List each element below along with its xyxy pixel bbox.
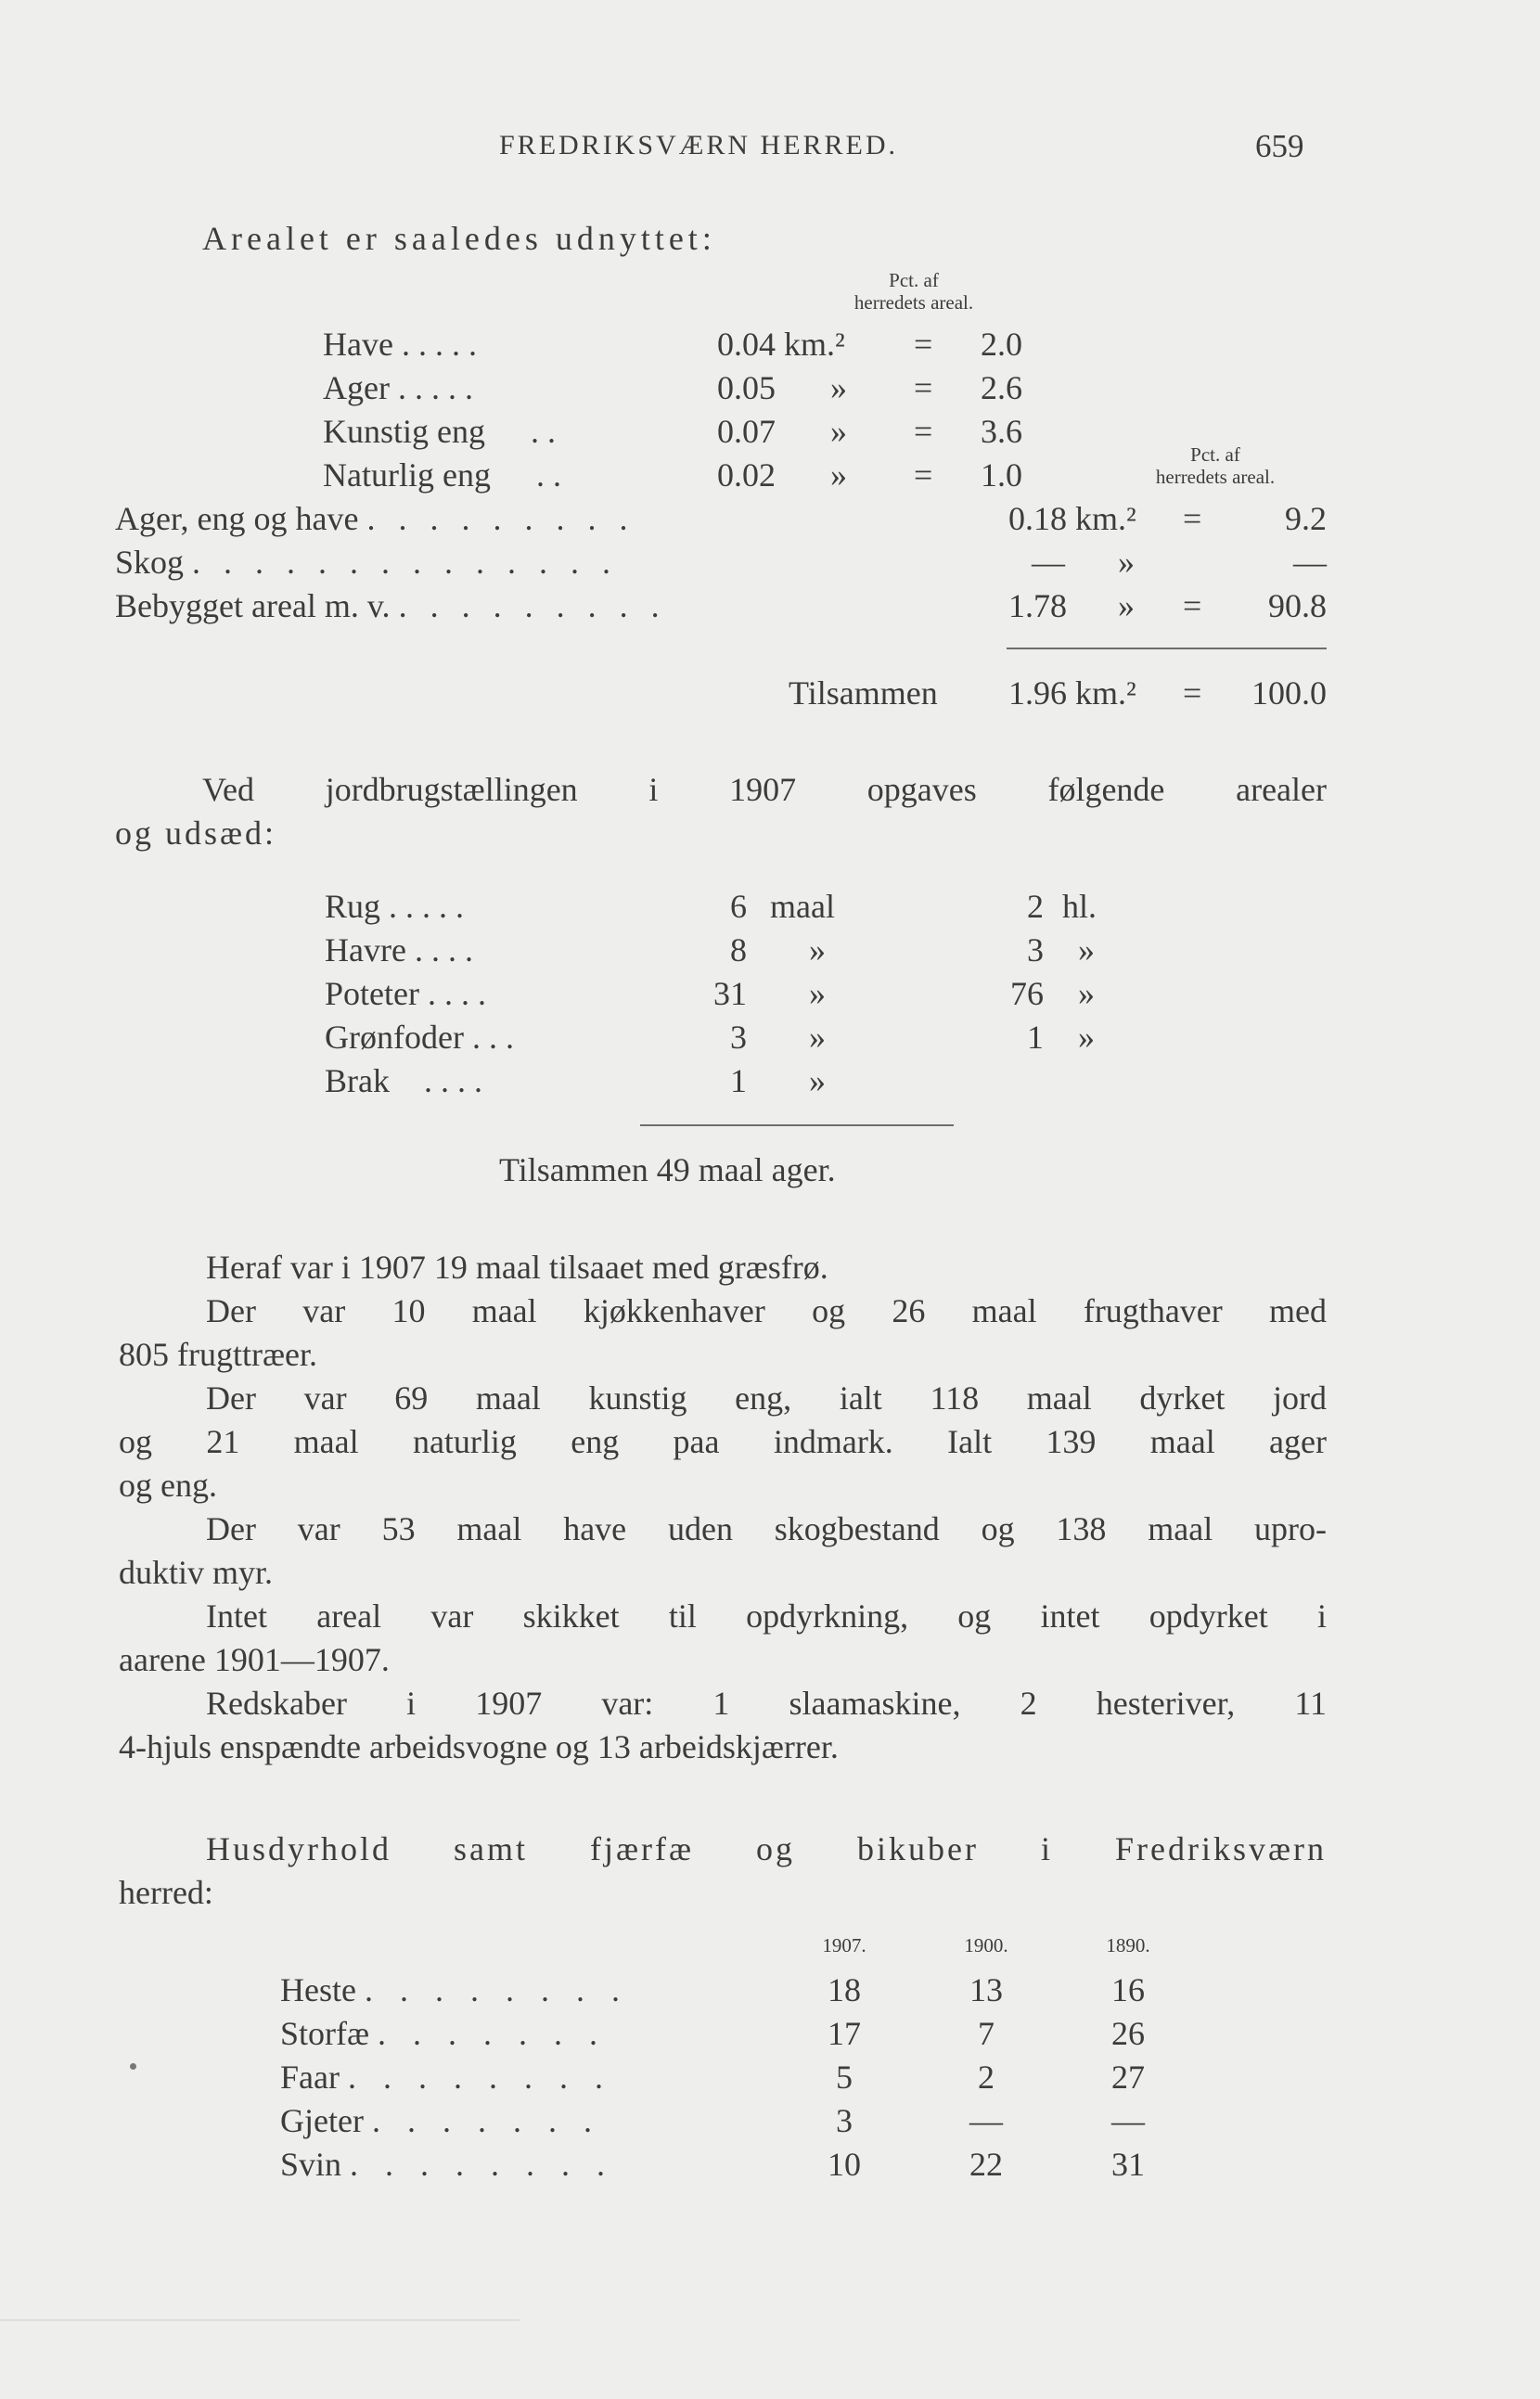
row-pct: — [1293,544,1327,581]
row-label: Rug [325,888,381,925]
row-pct: 90.8 [1268,587,1327,624]
paragraph: Der var 53 maal have uden skogbestand og 138 maal upro- duktiv myr. [119,1510,1327,1591]
row-value: 0.05 [717,369,776,406]
hl-value: 76 [1010,975,1044,1012]
paragraph: Heraf var i 1907 19 maal tilsaaet med græsfrø. [206,1249,828,1286]
jordbrug-intro-line2: og udsæd: [115,815,277,852]
maal-unit: » [809,1062,826,1099]
value-1907: 5 [836,2059,853,2096]
hl-unit: » [1078,1019,1095,1056]
ink-speck [130,2063,136,2070]
row-label: Svin [280,2146,342,2183]
value-1900: 13 [969,1971,1003,2008]
table-row [323,412,556,451]
value-1907: 10 [828,2146,861,2183]
leader-dots: . . [535,456,561,494]
row-pct: 9.2 [1285,500,1327,537]
row-label: Faar [280,2059,340,2096]
leader-dots: . . . . . . . . [350,2146,615,2183]
value-1890: 16 [1111,1971,1145,2008]
ditto-mark: » [1118,587,1135,624]
maal-value: 31 [713,975,747,1012]
hl-unit: » [1078,931,1095,969]
table-row [280,2145,614,2184]
value-1890: 26 [1111,2015,1145,2052]
ditto-mark: » [830,413,847,450]
leader-dots: . . . . . . . . [364,1971,629,2008]
row-pct: 3.6 [981,413,1022,450]
hl-value: 1 [1027,1019,1044,1056]
table-row [325,1018,514,1057]
running-header: FREDRIKSVÆRN HERRED. [499,130,899,160]
table-row [280,2014,607,2053]
table-row [115,586,667,625]
leader-dots: . . . . . . . . . [366,500,635,537]
row-eq: = [914,456,933,494]
table-row [115,543,618,582]
jordbrug-sum-rule [640,1124,954,1126]
row-eq: = [1183,500,1202,537]
row-label: Kunstig eng [323,413,485,450]
maal-unit: » [809,1019,826,1056]
jordbrug-total: Tilsammen 49 maal ager. [499,1151,836,1188]
leader-dots: . . . . . . . . . . . . . . [192,544,619,581]
value-1890: 27 [1111,2059,1145,2096]
maal-value: 8 [730,931,747,969]
table-row [280,2101,601,2140]
row-eq: = [914,326,933,363]
row-label: Bebygget areal m. v. [115,587,391,624]
row-value: 0.18 km.² [1008,500,1136,537]
areal-sum-rule [1007,648,1327,649]
table-row [325,1061,482,1100]
leader-dots: . . . . . . . [371,2102,601,2139]
row-eq: = [914,369,933,406]
row-value: 0.07 [717,413,776,450]
page-edge-shadow [0,2319,520,2399]
row-pct: 2.6 [981,369,1022,406]
table-row [325,887,464,926]
paragraph: Redskaber i 1907 var: 1 slaamaskine, 2 hesteriver, 11 4-hjuls enspændte arbeidsvogne og 13 arbeidskjærrer. [119,1685,1327,1765]
value-1900: 2 [978,2059,995,2096]
areal-total-eq: = [1183,674,1202,712]
table-row [115,499,635,538]
year-header: 1900. [964,1934,1008,1956]
jordbrug-intro-line1: Ved jordbrugstællingen i 1907 opgaves følgende arealer [202,771,1327,808]
ditto-mark: » [830,369,847,406]
leader-dots: . . . . . . . . [347,2059,612,2096]
value-1907: 3 [836,2102,853,2139]
year-header: 1907. [822,1934,866,1956]
areal-total-value: 1.96 km.² [1008,674,1136,712]
row-label: Brak [325,1062,390,1099]
leader-dots: . . . . [414,931,473,969]
row-label: Have [323,326,393,363]
page-number: 659 [1255,128,1304,164]
row-value: — [1032,544,1065,581]
row-label: Poteter [325,975,419,1012]
table-row [325,974,486,1013]
maal-unit: » [809,931,826,969]
hl-unit: » [1078,975,1095,1012]
row-eq: = [1183,587,1202,624]
value-1890: — [1111,2102,1145,2139]
row-pct: 2.0 [981,326,1022,363]
leader-dots: . . . . [427,975,486,1012]
pct-header-main: Pct. af herredets areal. [1155,443,1276,488]
value-1907: 17 [828,2015,861,2052]
maal-value: 1 [730,1062,747,1099]
table-row [280,2058,612,2097]
leader-dots: . . . . [423,1062,482,1099]
ditto-mark: » [830,456,847,494]
ditto-mark: » [1118,544,1135,581]
maal-value: 3 [730,1019,747,1056]
row-value: 1.78 [1008,587,1067,624]
leader-dots: . . . . . . . [378,2015,608,2052]
row-label: Ager, eng og have [115,500,359,537]
maal-unit: » [809,975,826,1012]
areal-total-label: Tilsammen [789,674,938,712]
leader-dots: . . [531,413,556,450]
table-row [280,1970,629,2009]
leader-dots: . . . [471,1019,514,1056]
value-1900: 7 [978,2015,995,2052]
row-label: Skog [115,544,185,581]
paragraph: Der var 10 maal kjøkkenhaver og 26 maal frugthaver med 805 frugttræer. [119,1292,1327,1373]
leader-dots: . . . . . [397,369,473,406]
row-value: 0.04 km.² [717,326,845,363]
table-row [325,930,473,969]
row-label: Storfæ [280,2015,370,2052]
row-value: 0.02 [717,456,776,494]
value-1907: 18 [828,1971,861,2008]
areal-intro: Arealet er saaledes udnyttet: [202,220,716,257]
value-1890: 31 [1111,2146,1145,2183]
table-row [323,368,473,407]
row-label: Grønfoder [325,1019,464,1056]
row-eq: = [914,413,933,450]
row-label: Ager [323,369,390,406]
paragraph: Der var 69 maal kunstig eng, ialt 118 maal dyrket jord og 21 maal naturlig eng paa indmark. Ialt 139 maal ager og eng. [119,1379,1327,1504]
row-label: Havre [325,931,406,969]
husdyr-intro-line2: herred: [119,1874,213,1911]
row-label: Heste [280,1971,356,2008]
hl-value: 2 [1027,888,1044,925]
leader-dots: . . . . . [389,888,465,925]
areal-total-pct: 100.0 [1251,674,1327,712]
hl-value: 3 [1027,931,1044,969]
value-1900: 22 [969,2146,1003,2183]
table-row [323,325,477,364]
value-1900: — [969,2102,1003,2139]
pct-header-sub: Pct. af herredets areal. [853,269,974,314]
row-label: Gjeter [280,2102,364,2139]
paragraph: Intet areal var skikket til opdyrkning, og intet opdyrket i aarene 1901—1907. [119,1597,1327,1678]
year-header: 1890. [1106,1934,1150,1956]
maal-unit: maal [770,888,835,925]
row-label: Naturlig eng [323,456,491,494]
hl-unit: hl. [1062,888,1097,925]
leader-dots: . . . . . . . . . [398,587,667,624]
leader-dots: . . . . . [401,326,477,363]
maal-value: 6 [730,888,747,925]
table-row [323,455,561,494]
row-pct: 1.0 [981,456,1022,494]
husdyr-intro-line1: Husdyrhold samt fjærfæ og bikuber i Fredriksværn [206,1830,1327,1867]
